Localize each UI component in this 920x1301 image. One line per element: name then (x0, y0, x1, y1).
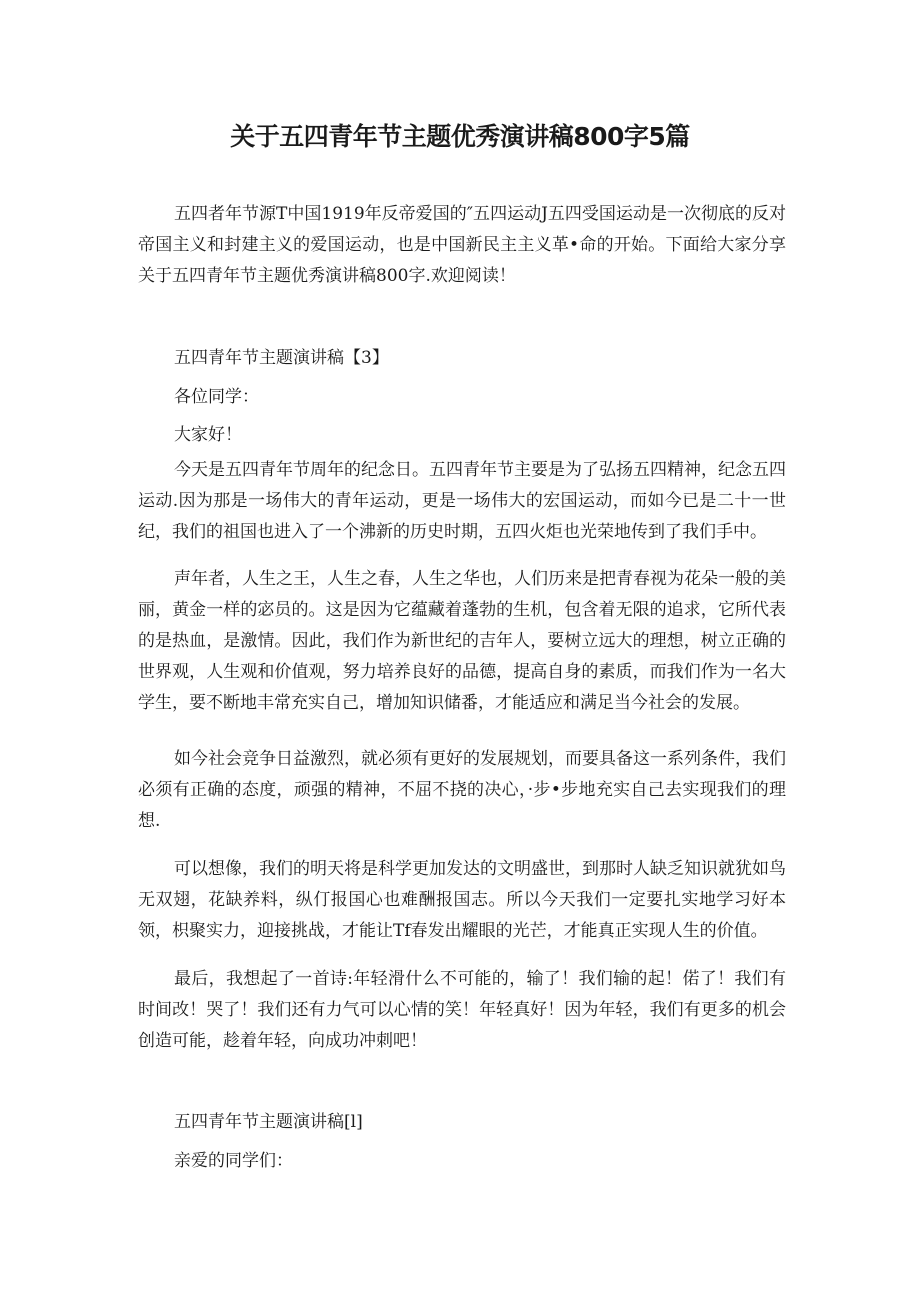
intro-paragraph: 五四者年节源T中国1919年反帝爱国的″五四运动J五四受国运动是一次彻底的反对帝国主义和封建主义的爱国运动，也是中国新民主主义革•命的开始。下面给大家分享关于五四青年节主题优秀演讲稿800字.欢迎阅读！ (138, 204, 786, 286)
speech-paragraph: 声年者，人生之王，人生之春，人生之华也，人们历来是把青春视为花朵一般的美丽，黄金一样的宓员的。这是因为它蕴藏着蓬勃的生机，包含着无限的追求，它所代表的是热血，是激情。因此，我们作为新世纪的吉年人，要树立远大的理想，树立正确的世界观，人生观和价值观，努力培养良好的品德，提高自身的素质，而我们作为一名大学生，要不断地丰常充实自己，增加知识储番，才能适应和满足当今社会的发展。 (138, 569, 786, 713)
speech-paragraph: 可以想像，我们的明天将是科学更加发达的文明盛世，到那时人缺乏知识就犹如鸟无双翅，花缺养料，纵仃报国心也难酬报国志。所以今天我们一定要扎实地学习好本领，枳聚实力，迎接挑战，才能让Tf春发出耀眼的光芒，才能真正实现人生的价值。 (138, 859, 786, 941)
speech-paragraph: 最后，我想起了一首诗:年轻滑什么不可能的，输了！我们输的起！偌了！我们有时间改！哭了！我们还有力气可以心情的笑！年轻真好！因为年轻，我们有更多的机会创造可能，趁着年轻，向成功冲刺吧！ (138, 969, 786, 1051)
speech-greeting-dear-classmates: 亲爱的同学们： (174, 1151, 293, 1171)
speech-paragraph: 如今社会竞争日益激烈，就必须有更好的发展规划，而要具备这一系列条件，我们必须有正确的态度，顽强的精神，不屈不挠的决心，·步•步地充实自己去实现我们的理想. (138, 749, 786, 831)
speech-heading-1: 五四青年节主题演讲稿[l] (174, 1112, 363, 1132)
speech-greeting-hello: 大家好！ (174, 425, 242, 445)
speech-greeting-classmates: 各位同学： (174, 387, 259, 407)
speech-paragraph: 今天是五四青年节周年的纪念日。五四青年节主要是为了弘扬五四精神，纪念五四运动.因为那是一场伟大的青年运动，更是一场伟大的宏国运动，而如今已是二十一世纪，我们的祖国也进入了一个沸新的历史时期，五四火炬也光荣地传到了我们手中。 (138, 460, 786, 542)
page-title: 关于五四青年节主题优秀演讲稿800字5篇 (230, 122, 690, 151)
speech-heading-3: 五四青年节主题演讲稿【3】 (174, 348, 389, 368)
